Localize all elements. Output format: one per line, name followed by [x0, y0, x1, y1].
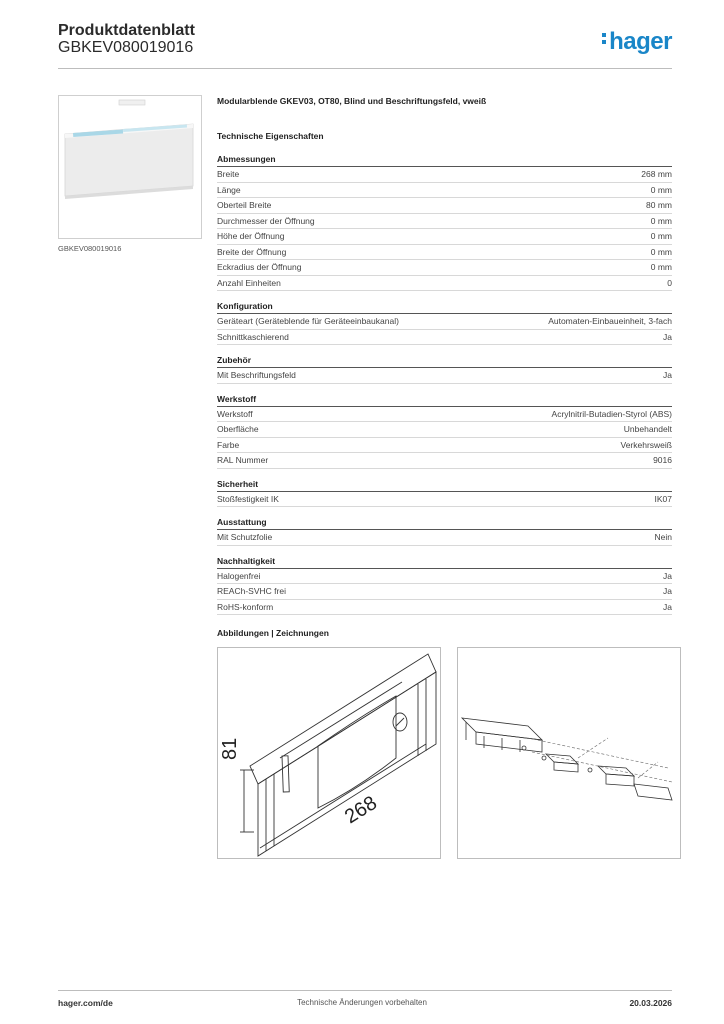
spec-row: [217, 198, 672, 214]
spec-value: Ja: [663, 586, 672, 596]
logo-dots-icon: [602, 30, 607, 47]
footer-divider: [58, 990, 672, 991]
spec-row: [217, 492, 672, 508]
section-title: Werkstoff: [217, 394, 672, 407]
section-title: Konfiguration: [217, 301, 672, 314]
spec-label: Länge: [217, 184, 241, 195]
product-image: [59, 96, 201, 238]
spec-label: Werkstoff: [217, 408, 253, 419]
spec-label: REACh-SVHC frei: [217, 586, 286, 596]
spec-row: [217, 584, 672, 600]
spec-value: Ja: [663, 601, 672, 612]
spec-value: Verkehrsweiß: [620, 439, 672, 450]
spec-row: [217, 276, 672, 292]
section-title: Sicherheit: [217, 479, 672, 492]
spec-value: 0: [667, 277, 672, 288]
height-dimension-label: 81: [219, 737, 241, 760]
section-title: Ausstattung: [217, 517, 672, 530]
spec-row: [217, 407, 672, 423]
spec-value: 268 mm: [641, 169, 672, 179]
thumbnail-caption: GBKEV080019016: [58, 244, 122, 253]
spec-row: [217, 453, 672, 469]
section-title: Nachhaltigkeit: [217, 556, 672, 569]
spec-label: Oberteil Breite: [217, 200, 272, 210]
tech-heading: Technische Eigenschaften: [217, 131, 324, 141]
spec-content: [217, 96, 672, 625]
spec-label: Mit Schutzfolie: [217, 532, 273, 542]
spec-value: IK07: [654, 493, 672, 504]
spec-value: Automaten-Einbaueinheit, 3-fach: [548, 316, 672, 326]
spec-row: [217, 438, 672, 454]
assembly-drawing: [457, 647, 681, 859]
spec-value: 0 mm: [650, 184, 672, 195]
spec-label: Farbe: [217, 439, 240, 450]
spec-section: [217, 301, 672, 345]
spec-row: [217, 167, 672, 183]
spec-value: Ja: [663, 370, 672, 380]
spec-value: 0 mm: [650, 246, 672, 257]
spec-row: [217, 229, 672, 245]
spec-value: 0 mm: [650, 231, 672, 241]
spec-value: 9016: [653, 455, 672, 465]
spec-row: [217, 214, 672, 230]
spec-row: [217, 422, 672, 438]
drawings-title: Abbildungen | Zeichnungen: [217, 628, 329, 638]
logo-text: hager: [609, 28, 672, 55]
hager-logo: [602, 28, 672, 56]
spec-value: Acrylnitril-Butadien-Styrol (ABS): [551, 408, 672, 419]
spec-row: [217, 314, 672, 330]
spec-sections: [217, 154, 672, 615]
section-title: Zubehör: [217, 355, 672, 368]
spec-label: RoHS-konform: [217, 601, 274, 612]
spec-row: [217, 600, 672, 616]
spec-row: [217, 368, 672, 384]
spec-value: Ja: [663, 570, 672, 581]
spec-value: 0 mm: [650, 215, 672, 226]
product-thumbnail: [58, 95, 202, 239]
spec-row: [217, 183, 672, 199]
dimension-drawing: [217, 647, 441, 859]
spec-label: Durchmesser der Öffnung: [217, 215, 315, 226]
spec-value: 0 mm: [650, 262, 672, 272]
page-title: Produktdatenblatt: [58, 22, 195, 39]
width-dimension-label: 268: [340, 791, 381, 829]
footer-website-link[interactable]: hager.com/de: [58, 998, 113, 1008]
product-title: Modularblende GKEV03, OT80, Blind und Beschriftungsfeld, vweiß: [217, 96, 487, 106]
spec-value: Unbehandelt: [623, 424, 672, 434]
spec-row: [217, 569, 672, 585]
dimension-drawing-svg: [218, 648, 440, 858]
spec-row: [217, 260, 672, 276]
assembly-drawing-svg: [458, 648, 680, 858]
spec-label: Geräteart (Geräteblende für Geräteeinbaukanal): [217, 316, 399, 326]
spec-section: [217, 479, 672, 508]
product-code: GBKEV080019016: [58, 39, 194, 56]
spec-value: Nein: [654, 532, 672, 542]
spec-section: [217, 355, 672, 384]
footer-date: 20.03.2026: [629, 998, 672, 1008]
spec-section: [217, 517, 672, 546]
spec-label: Breite: [217, 169, 240, 179]
header-divider: [58, 68, 672, 69]
spec-value: Ja: [663, 331, 672, 342]
spec-label: Stoßfestigkeit IK: [217, 493, 279, 504]
spec-label: Schnittkaschierend: [217, 331, 289, 342]
spec-label: Breite der Öffnung: [217, 246, 287, 257]
spec-label: Eckradius der Öffnung: [217, 262, 302, 272]
spec-label: Höhe der Öffnung: [217, 231, 285, 241]
spec-row: [217, 330, 672, 346]
spec-row: [217, 245, 672, 261]
spec-label: Oberfläche: [217, 424, 259, 434]
spec-row: [217, 530, 672, 546]
spec-label: Halogenfrei: [217, 570, 261, 581]
spec-label: RAL Nummer: [217, 455, 269, 465]
footer-disclaimer: Technische Änderungen vorbehalten: [297, 998, 427, 1007]
spec-section: [217, 154, 672, 291]
spec-label: Anzahl Einheiten: [217, 277, 281, 288]
spec-section: [217, 556, 672, 616]
spec-section: [217, 394, 672, 469]
section-title: Abmessungen: [217, 154, 672, 167]
spec-label: Mit Beschriftungsfeld: [217, 370, 296, 380]
spec-value: 80 mm: [646, 200, 672, 210]
